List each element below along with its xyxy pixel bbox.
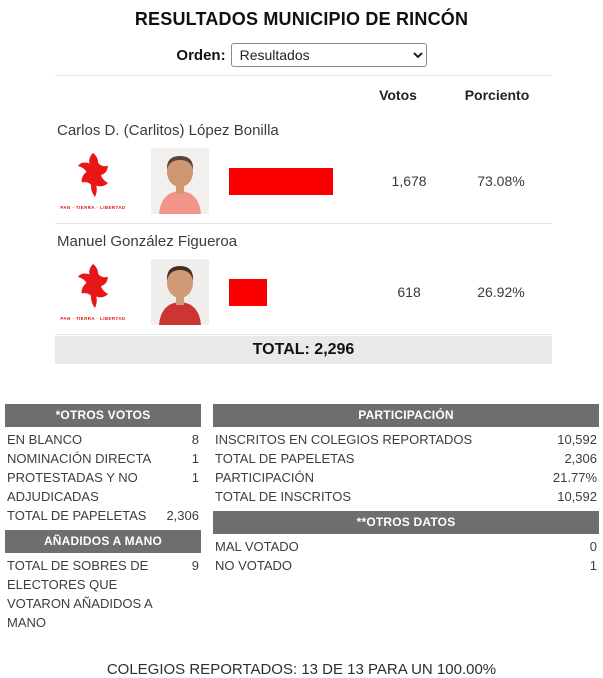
candidate-name: Manuel González Figueroa (57, 233, 238, 250)
stat-value: 2,306 (564, 451, 597, 466)
stat-row (215, 487, 597, 506)
stat-value: 0 (589, 539, 597, 554)
candidate-media-row (55, 145, 552, 217)
stat-value: 1 (191, 451, 199, 466)
stat-row (7, 430, 199, 449)
stat-label: PROTESTADAS Y NO ADJUDICADAS (7, 470, 138, 504)
stat-value: 1 (191, 470, 199, 485)
stat-row (215, 449, 597, 468)
stat-row (7, 468, 199, 506)
vote-bar (229, 279, 267, 306)
stat-row (215, 468, 597, 487)
stat-value: 10,592 (557, 432, 597, 447)
candidate-photo (151, 259, 209, 325)
stat-value: 2,306 (166, 508, 199, 523)
stat-row (7, 556, 199, 632)
stats-left-column (5, 404, 201, 637)
participacion-box (213, 404, 599, 508)
stat-value: 10,592 (557, 489, 597, 504)
party-logo (61, 263, 125, 321)
stat-label: PARTICIPACIÓN (215, 470, 314, 485)
vote-bar (229, 168, 333, 195)
otros-datos-box (213, 511, 599, 577)
stat-value: 8 (191, 432, 199, 447)
colegios-reportados-note: COLEGIOS REPORTADOS: 13 DE 13 PARA UN 100.00% (106, 661, 497, 678)
stats-section (0, 404, 603, 637)
anadidos-a-mano-box (5, 530, 201, 634)
participacion-header: PARTICIPACIÓN (213, 404, 599, 427)
order-label: Orden: (176, 46, 226, 64)
otros-votos-header: *OTROS VOTOS (5, 404, 201, 427)
party-slogan-text: PAN · TIERRA · LIBERTAD (60, 316, 126, 321)
page-title: RESULTADOS MUNICIPIO DE RINCÓN (134, 9, 469, 29)
stat-value: 21.77% (552, 470, 597, 485)
candidate-row (55, 224, 552, 335)
ppd-pava-icon (68, 152, 118, 203)
stat-label: EN BLANCO (7, 432, 83, 447)
stat-row (7, 449, 199, 468)
party-slogan-text: PAN · TIERRA · LIBERTAD (60, 205, 126, 210)
vote-bar-track (229, 279, 368, 306)
results-table (55, 75, 552, 364)
stat-label: TOTAL DE PAPELETAS (7, 508, 147, 523)
candidate-votes: 1,678 (391, 173, 427, 189)
otros-votos-box (5, 404, 201, 527)
stat-row (215, 430, 597, 449)
otros-datos-header: **OTROS DATOS (213, 511, 599, 534)
stat-label: TOTAL DE INSCRITOS (215, 489, 352, 504)
column-header-porciento: Porciento (464, 87, 530, 103)
stat-label: NOMINACIÓN DIRECTA (7, 451, 152, 466)
column-header-votes: Votos (379, 87, 417, 103)
total-bar: TOTAL: 2,296 (55, 336, 552, 364)
stats-right-column (213, 404, 599, 637)
stat-label: TOTAL DE SOBRES DE ELECTORES QUE VOTARON AÑADIDOS A MANO (7, 558, 152, 630)
candidate-percent: 26.92% (477, 284, 525, 300)
stat-row (7, 506, 199, 525)
stat-label: MAL VOTADO (215, 539, 299, 554)
party-logo (61, 152, 125, 210)
candidate-votes: 618 (397, 284, 421, 300)
anadidos-a-mano-header: AÑADIDOS A MANO (5, 530, 201, 553)
candidate-name: Carlos D. (Carlitos) López Bonilla (57, 122, 279, 139)
ppd-pava-icon (68, 263, 118, 314)
order-select[interactable] (231, 43, 427, 67)
candidate-photo (151, 148, 209, 214)
stat-label: TOTAL DE PAPELETAS (215, 451, 355, 466)
stat-value: 1 (589, 558, 597, 573)
stat-value: 9 (191, 558, 199, 573)
stat-label: NO VOTADO (215, 558, 293, 573)
stat-row (215, 556, 597, 575)
candidate-percent: 73.08% (477, 173, 525, 189)
stat-label: INSCRITOS EN COLEGIOS REPORTADOS (215, 432, 473, 447)
candidate-media-row (55, 256, 552, 328)
vote-bar-track (229, 168, 368, 195)
candidate-row (55, 113, 552, 224)
order-row (0, 43, 603, 67)
table-header-row (55, 76, 552, 113)
stat-row (215, 537, 597, 556)
